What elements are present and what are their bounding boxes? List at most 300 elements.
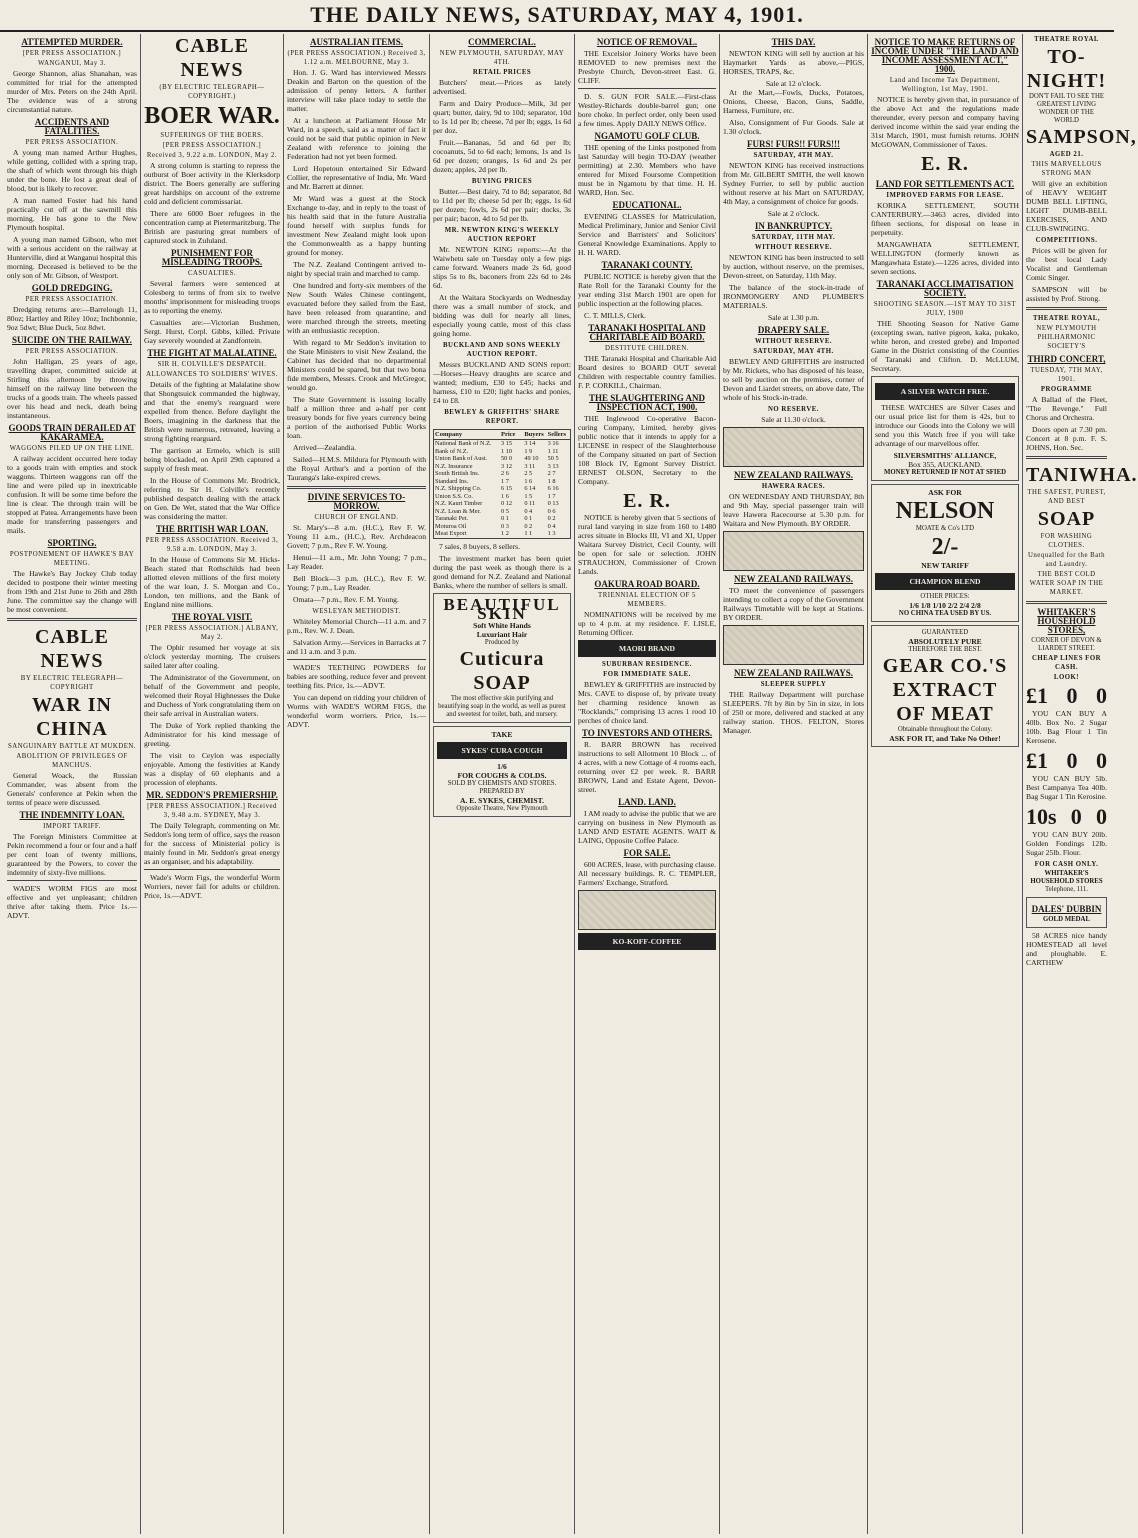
advert-line: CHEAP LINES FOR CASH. (1031, 655, 1102, 671)
price-row (1026, 804, 1107, 830)
table-cell: 1 11 (547, 447, 559, 455)
locomotive-illustration (723, 427, 864, 467)
advert-line: Soft White Hands (473, 620, 531, 630)
table-row (434, 508, 570, 516)
table-row (434, 470, 570, 478)
table-cell: 6 15 (501, 485, 513, 492)
table-row (434, 530, 570, 538)
railway-notice: THE Railway Department will purchase SLEEPERS. 7ft by 8in by 5in in size, in lots of 250 or more, delivered and stacked at any railway station. THOS. FELTON, Stores Manager. (723, 690, 864, 735)
table-header-cell: Price (501, 431, 516, 438)
market-paragraph: Messrs BUCKLAND AND SONS report:—Horses—Heavy draughts are scarce and wanted; medium, £30 to £45; hacks and harness, £10 to £20; light hacks and ponies, £4 to £8. (433, 360, 571, 405)
divider (7, 618, 137, 621)
advert-line: CORNER OF DEVON & LIARDET STREET. (1031, 637, 1102, 652)
headline-drapery-sale: DRAPERY SALE. (757, 325, 830, 335)
article-paragraph: George Shannon, alias Shanahan, was committed for trial for the attempted murder of Mrs. Peters on the 24th April. The evidence was of a strong circumstantial nature. (7, 69, 137, 114)
table-cell: 0 1 (524, 515, 533, 522)
headline-this-day: THIS DAY. (771, 37, 816, 47)
advert-price: 1/6 (497, 761, 507, 771)
advert-line: Obtainable throughout the Colony. (897, 726, 993, 733)
column-3 (284, 34, 430, 1534)
theatre-heading: THEATRE ROYAL (1034, 36, 1099, 43)
auction-paragraph: At the Mart,—Fowls, Ducks, Potatoes, Onions, Cheese, Bacon, Guns, Saddle, Harness, Furniture, etc. (723, 88, 864, 115)
headline-nz-railways: NEW ZEALAND RAILWAYS. (734, 574, 853, 584)
table-cell: Bank of N.Z. (435, 447, 469, 455)
market-paragraph: 7 sales, 8 buyers, 8 sellers. (439, 541, 520, 551)
column-6 (720, 34, 868, 1534)
article-paragraph: Mr Ward was a guest at the Stock Exchange to-day, and in reply to the toast of his health said that in the future Australia found herself with surplus funds for investment New Zealand might look upon the Commonwealth as a happy hunting ground for money. (287, 194, 426, 257)
subheadline: MR. NEWTON KING'S WEEKLY AUCTION REPORT (444, 227, 560, 243)
notice-paragraph: NOTICE is hereby given that 5 sections of rural land varying in size from 160 to 1480 acres situate in Blocks III, VI and XI, Upper Waitara Survey District, Cecil County, will be open for sale or selection. JOHN STRAUCHON, Commissioner of Crown Lands. (578, 513, 716, 576)
advert-text: WADE'S TEETHING POWDERS for babies are soothing, reduce fever and prevent teething fits. Price, 1s.—ADVT. (287, 663, 426, 690)
headline-land: LAND. LAND. (618, 797, 676, 807)
headline-royal-visit: THE ROYAL VISIT. (171, 612, 253, 622)
article-paragraph: The Daily Telegraph, commenting on Mr. Seddon's long term of office, says the reason for the success of Ministerial policy is mainly found in Mr. Seddon's great energy as an organiser, and his adaptability. (144, 821, 280, 866)
advert-line: THE BEST COLD WATER SOAP IN THE MARKET. (1029, 571, 1104, 596)
subheadline: WITHOUT RESERVE. (754, 244, 833, 251)
locomotive-illustration (723, 531, 864, 571)
headline-accidents: ACCIDENTS AND FATALITIES. (34, 117, 110, 136)
auction-paragraph: BEWLEY AND GRIFFITHS are instructed by Mr. Rickets, who has disposed of his lease, to sell by auction on the premises, corner of Devon and Liardet streets, on above date, The whole of his Stock-in-trade. (723, 357, 864, 402)
subheadline: SUBURBAN RESIDENCE. (602, 661, 692, 668)
market-paragraph: At the Waitara Stockyards on Wednesday there was a small number of stock, and bidding was dull for nearly all lines, especially young cattle, most of this class going home. (433, 293, 571, 338)
concert-title: THIRD CONCERT, (1027, 354, 1106, 364)
headline-indemnity-loan: THE INDEMNITY LOAN. (19, 810, 125, 820)
table-row (434, 515, 570, 523)
table-cell: National Bank of N.Z. (435, 440, 492, 447)
page-columns (4, 34, 1138, 1534)
sampson-title: SAMPSON, (1026, 126, 1137, 148)
article-paragraph: Casualties are:—Victorian Bushmen, Sergt. Hurst, Corpl. Gibbs, killed. Private Gay severely wounded at Zandfontein. (144, 318, 280, 345)
article-paragraph: A young man named Arthur Hughes, while getting, collided with a spring trap, the shaft of which went through his thigh under the bone. He lost a great deal of blood, but is likely to recover. (7, 148, 137, 193)
nelson-tea-advert (871, 484, 1019, 622)
subheadline: SATURDAY, 4TH MAY. (753, 152, 834, 159)
table-cell: 50 0 (501, 455, 513, 462)
advert-line: NEW PLYMOUTH PHILHARMONIC SOCIETY'S (1036, 325, 1097, 350)
price-shillings: 0 (1066, 683, 1078, 708)
gear-extract-advert (871, 625, 1019, 747)
table-cell: 1 10 (501, 447, 513, 455)
article-paragraph: The garrison at Ermelo, which is still being blockaded, on April 29th captured a supply of fresh meat. (144, 446, 280, 473)
advert-text: Prices will be given for the best local Lady Vocalist and Gentleman Comic Singer. (1026, 246, 1107, 282)
divider (1026, 307, 1107, 310)
service-listing: Bell Block—3 p.m. (H.C.), Rev F. W. Young; 7 p.m., Lay Reader. (287, 574, 426, 592)
auction-paragraph: NEWTON KING will sell by auction at his Haymarket Yards as above,—PIGS, HORSES, TRAPS, &c. (723, 49, 864, 76)
advert-text: SAMPSON will be assisted by Prof. Strong. (1026, 285, 1107, 303)
auction-paragraph: NEWTON KING has been instructed to sell by auction, without reserve, on the premises, Devon-street, on Saturday, 11th May. (723, 253, 864, 280)
table-cell: 6 14 (524, 485, 536, 492)
article-paragraph: Details of the fighting at Malalatine show that Shongtsuick commanded the highway, and that the enemy's rearguard were expelled from thence. Before daylight the Boers, imagining in the darkness that the British were numerous, retreated, leaving a strong fighting rearguard. (144, 380, 280, 443)
article-paragraph: General Woack, the Russian Commander, was absent from the Generals' conference at Pekin when the terms of peace were discussed. (7, 771, 137, 807)
notice-paragraph: THE opening of the Links postponed from last Saturday will begin TO-DAY (weather permitting) at 2.30. Members who have entered for Mixed Foursome Competition must be in Ngamotu by that time. H. H. WARD, Hon. Sec. (578, 143, 716, 197)
divider (7, 880, 137, 881)
headline-slaughtering-act: THE SLAUGHTERING AND INSPECTION ACT, 1900. (588, 393, 706, 412)
advert-brand: NELSON (895, 498, 995, 524)
table-cell: 3 11 (524, 462, 536, 470)
headline-acclimatisation: TARANAKI ACCLIMATISATION SOCIETY. (876, 279, 1014, 298)
article-paragraph: John Halligan, 25 years of age, travelling draper, committed suicide at Stirling this afternoon by throwing himself on the railway line between the trucks of a goods train. The wheels passed over his head and neck, death being instantaneous. (7, 357, 137, 420)
service-listing: Omata—7 p.m., Rev. F. M. Young. (293, 595, 399, 604)
subheadline: SANGUINARY BATTLE AT MUKDEN. (7, 743, 137, 750)
subheadline: SIR H. COLVILLE'S DESPATCH. (157, 361, 267, 368)
sale-time: Sale at 2 o'clock. (767, 209, 820, 218)
market-paragraph: Butchers' meat.—Prices as lately advertised. (433, 78, 571, 96)
railway-notice: ON WEDNESDAY AND THURSDAY, 8th and 9th May, special passenger train will leave Hawera Racecourse at 5.30 p.m. for Waitara and New Plymouth. BY ORDER. (723, 492, 864, 528)
table-cell: N.Z. Loan & Mer. (435, 507, 481, 515)
headline-oakura-road-board: OAKURA ROAD BOARD. (594, 579, 700, 589)
notice-paragraph: THE Shooting Season for Native Game (excepting swan, native pigeon, kaka, pukako, white heron, and crested grebe) and Imported Game in the District consisting of the Counties of Taranaki and Clifton. D. McLLUM, Secretary. (871, 319, 1019, 373)
advert-text: You can depend on ridding your children of Worms with WADE'S WORM FIGS, the wonderful worm worriers. Price, 1s.—ADVT. (287, 693, 426, 729)
headline-punishment: PUNISHMENT FOR MISLEADING TROOPS. (161, 248, 263, 267)
notice-paragraph: BEWLEY & GRIFFITHS are instructed by Mrs. CAVE to dispose of, by private treaty her charming residence known as "Rocklands," comprising 13 acres 1 rood 10 perches of choice land. (578, 680, 716, 725)
table-row (434, 523, 570, 531)
advert-line: GOLD MEDAL (1042, 916, 1090, 923)
table-cell: 0 6 (547, 507, 556, 515)
notice-paragraph: MANGAWHATA SETTLEMENT, WELLINGTON (formerly known as Mangawhata Estate).—1226 acres, divided into seven sections. (871, 240, 1019, 276)
crown-crest-er: E. R. (623, 490, 671, 512)
advert-text: WADE'S WORM FIGS are most effective and yet unpleasant; children thrive after taking them. Price 1s.—ADVT. (7, 884, 137, 920)
notice-paragraph: EVENING CLASSES for Matriculation, Medical Preliminary, Junior and Senior Civil Service and Barristers' and Solicitors' General Knowledge Examinations. Apply to H. H. WARD. (578, 212, 716, 257)
table-cell: 50 5 (547, 455, 559, 462)
section-title-boer-war: BOER WAR. (144, 103, 280, 129)
advert-line: Box 355, AUCKLAND. (908, 460, 982, 469)
advert-line: Unequalled for the Bath and Laundry. (1028, 552, 1105, 568)
table-cell: 3 14 (524, 440, 536, 447)
headline-malalatine: THE FIGHT AT MALALATINE. (147, 348, 277, 358)
price-row (1026, 683, 1107, 709)
table-cell: 0 11 (524, 500, 536, 507)
advert-brand: DALES' DUBBIN (1031, 904, 1102, 914)
service-listing: St. Mary's—8 a.m. (H.C.), Rev F. W. Young 11 a.m., (H.C.), Rev. Archdeacon Govett; 7 p.m., Rev F. W. Young. (287, 523, 426, 550)
table-cell: 6 16 (547, 485, 559, 492)
subheadline: CASUALTIES. (187, 270, 237, 277)
divider (578, 88, 716, 89)
railway-notice: TO meet the convenience of passengers intending to collect a copy of the Government Railways Timetable will be kept at Stations. BY ORDER. (723, 586, 864, 622)
subheadline: CHURCH OF ENGLAND. (314, 514, 399, 521)
table-cell: Taranaki Pet. (435, 515, 469, 522)
subheadline: SATURDAY, 11TH MAY. (751, 234, 836, 241)
table-cell: 1 1 (524, 530, 533, 537)
table-header-cell: Sellers (547, 431, 567, 438)
headline-seddon: MR. SEDDON'S PREMIERSHIP. (146, 790, 278, 800)
headline-gold-dredging: GOLD DREDGING. (31, 283, 113, 293)
column-5 (575, 34, 720, 1534)
whitakers-title: WHITAKER'S HOUSEHOLD STORES, (1037, 607, 1096, 635)
subheadline: NO RESERVE. (768, 406, 819, 413)
table-cell: 3 12 (501, 462, 513, 470)
advert-line: FOR CASH ONLY. (1034, 861, 1099, 868)
headline-war-loan: THE BRITISH WAR LOAN. (155, 524, 269, 534)
headline-income-returns: NOTICE TO MAKE RETURNS OF INCOME UNDER "THE LAND AND INCOME ASSESSMENT ACT," 1900. (871, 37, 1019, 74)
price-pounds: £1 (1026, 683, 1048, 708)
table-cell: 49 10 (524, 455, 539, 462)
table-cell: 1 5 (524, 492, 533, 500)
advert-text: YOU CAN BUY 20lb. Golden Fondings 12lb. Sugar 25lb. Flour. (1026, 830, 1107, 857)
price-shillings: 0 (1070, 804, 1082, 829)
advert-brand: EXTRACT OF MEAT (892, 679, 998, 725)
table-header-cell: Company (435, 431, 463, 438)
share-report-table (433, 429, 571, 539)
table-cell: 1 7 (547, 492, 556, 500)
advert-text: THESE WATCHES are Silver Cases and our usual price list for them is 42s, but to introduce our Goods into the Colony we will send you this Watch free if you will take advantage of our marvellous offer. (875, 403, 1015, 448)
table-row (434, 478, 570, 486)
headline-suicide: SUICIDE ON THE RAILWAY. (12, 335, 132, 345)
subheadline: BUCKLAND AND SONS WEEKLY AUCTION REPORT. (443, 342, 561, 358)
advert-text: YOU CAN BUY A 40lb. Box No. 2 Sugar 10lb. Bag Flour 1 Tin Kerosene. (1026, 709, 1107, 745)
price-pence: 0 (1096, 748, 1107, 773)
article-paragraph: With regard to Mr Seddon's invitation to the State Ministers to visit New Zealand, the Cabinet has decided that no departmental Ministers could be spared, but that two bona fide members, Messrs. Crook and McGregor, would go. (287, 338, 426, 392)
advert-text: Wade's Worm Figs, the wonderful Worm Worriers, never fail for adults or children. Price, 1s.—ADVT. (144, 873, 280, 900)
column-8 (1023, 34, 1138, 1534)
advert-line: NO CHINA TEA USED BY US. (898, 610, 992, 617)
maori-brand-advert: MAORI BRAND (578, 640, 716, 657)
cuticura-advert (433, 593, 571, 723)
notice-paragraph: NOMINATIONS will be received by me up to 4 p.m. at my residence. F. LISLE, Returning Officer. (578, 610, 716, 637)
advert-line: TUESDAY, 7TH MAY, 1901. (1030, 367, 1103, 383)
advert-line: SOLD BY CHEMISTS AND STORES. (447, 779, 557, 787)
dateline: PER PRESS ASSOCIATION. (25, 139, 119, 146)
headline-taranaki-county: TARANAKI COUNTY. (601, 260, 693, 270)
advert-title: A SILVER WATCH FREE. (875, 383, 1015, 400)
article-paragraph: Sailed—H.M.S. Mildura for Plymouth with the Royal Arthur's and a portion of the Tauranga's lake-expired crews. (287, 455, 426, 482)
advert-line: Opposite Theatre, New Plymouth (456, 804, 548, 812)
headline-commercial: COMMERCIAL. (468, 37, 536, 47)
table-cell: Union Bank of Aust. (435, 455, 488, 462)
table-cell: 1 8 (547, 477, 556, 485)
advert-text: 58 ACRES nice handy HOMESTEAD all level and ploughable. E. CARTHEW (1026, 931, 1107, 967)
advert-line: MONEY RETURNED IF NOT AT SFIED (883, 469, 1007, 476)
notice-paragraph: THE Inglewood Co-operative Bacon-curing Company, Limited, hereby gives public notice that it intends to apply for a LICENSE in respect of the Slaughterhouse of the Company situated on part of Section 108 Block IV, Egmont Survey District. ERNEST OLSON, Secretary to the Company. (578, 414, 716, 486)
article-paragraph: The Administrator of the Government, on behalf of the Government and people, welcomed their Royal Highnesses the Duke and Duchess of York congratulating them on their safe arrival in Australian waters. (144, 673, 280, 718)
table-row (434, 485, 570, 493)
advert-line: FOR WASHING CLOTHES. (1040, 533, 1093, 549)
advert-line: THIS MARVELLOUS STRONG MAN (1031, 161, 1102, 177)
sale-time: Sale at 12 o'clock. (765, 79, 822, 88)
subheadline: ALLOWANCES TO SOLDIERS' WIVES. (146, 371, 278, 378)
article-paragraph: Several farmers were sentenced at Colesberg to terms of from six to twelve months' imprisonment for misleading troops as to reporting the enemy. (144, 279, 280, 315)
headline-educational: EDUCATIONAL. (612, 200, 682, 210)
headline-notice-removal: NOTICE OF REMOVAL. (596, 37, 698, 47)
masthead-title: THE DAILY NEWS, SATURDAY, MAY 4, 1901. (310, 2, 804, 27)
notice-paragraph: 600 ACRES, lease, with purchasing clause. All necessary buildings. R. C. TEMPLER, Farmers' Exchange, Stratford. (578, 860, 716, 887)
subheadline: BY ELECTRIC TELEGRAPH—COPYRIGHT (20, 675, 124, 691)
article-paragraph: The visit to Ceylon was especially enjoyable. Among the festivities at Kandy was a display of 60 elephants and a procession of elephants. (144, 751, 280, 787)
subheadline: POSTPONEMENT OF HAWKE'S BAY MEETING. (9, 551, 135, 567)
article-paragraph: The Hawke's Bay Jockey Club today decided to postpone their winter meeting from 19th and 21st June to 26th and 28th June. The committee say the change will be most convenient. (7, 569, 137, 614)
sale-time: Sale at 11.30 o'clock. (761, 415, 826, 424)
dateline: [PER PRESS ASSOCIATION.] (162, 142, 262, 149)
subheadline: FOR IMMEDIATE SALE. (603, 671, 691, 678)
table-cell: 1 6 (524, 477, 533, 485)
subheadline: SLEEPER SUPPLY (760, 681, 827, 688)
table-body (434, 440, 570, 538)
table-cell: Moturoa Oil (435, 522, 467, 530)
headline-bankruptcy: IN BANKRUPTCY. (754, 221, 833, 231)
subheadline: IMPROVED FARMS FOR LEASE. (886, 192, 1004, 199)
article-paragraph: A young man named Gibson, who met with a serious accident on the railway at Hunterville, died at Wanganui hospital this morning. Deceased is believed to be the only son of Mr. Gibson, of Westport. (7, 235, 138, 280)
notice-paragraph: D. S. GUN FOR SALE.—First-class Westley-Richards double-barrel gun; one bore choke. In perfect order, only been used a few times. Apply DAILY NEWS Office. (578, 92, 716, 128)
advert-brand: GEAR CO.'S (882, 655, 1008, 677)
price-shillings: 0 (1066, 748, 1078, 773)
market-paragraph: Farm and Dairy Produce—Milk, 3d per quart; butter, dairy, 9d to 10d; separator, 10d to 1s 1d per lb; cheese, 7d per lb; eggs, 1s 6d per doz. (433, 99, 571, 135)
crown-crest-er: E. R. (921, 153, 969, 175)
section-title-cable-news: CABLE NEWS (175, 35, 249, 81)
headline-goods-train: GOODS TRAIN DERAILED AT KAKARAMEA. (8, 423, 136, 442)
headline-investors: TO INVESTORS AND OTHERS. (581, 728, 713, 738)
headline-attempted-murder: ATTEMPTED MURDER. (21, 37, 123, 47)
advert-line: OTHER PRICES: (920, 593, 970, 600)
column-7 (868, 34, 1023, 1534)
market-paragraph: Mr. NEWTON KING reports:—At the Waiwhetu sale on Tuesday only a few pigs came forward. Weaners made 2s 6d, good slips 5s to 8s, baconers from 22s 6d to 24s 6d. (433, 245, 571, 290)
table-cell: 1 9 (524, 447, 533, 455)
dales-dubbin-advert (1026, 897, 1107, 928)
dateline: Received 3, 9.22 a.m. LONDON, May 2. (146, 152, 278, 159)
dateline: [PER PRESS ASSOCIATION.] (22, 50, 122, 57)
service-listing: Henui—11 a.m., Mr. John Young; 7 p.m., Lay Reader. (287, 553, 426, 571)
divider (287, 659, 426, 660)
article-paragraph: Dredging returns are:—Barrelough 11, 80oz; Hartley and Riley 10oz; Inchbonnie, 9oz 5dwt; Blue Duck, 5oz 8dwt. (7, 305, 137, 332)
section-title-war-in-china: WAR IN CHINA (32, 694, 112, 740)
table-header (434, 430, 570, 440)
dateline: [PER PRESS ASSOCIATION.] Received 3, 9.48 a.m. SYDNEY, May 3. (147, 803, 277, 819)
article-paragraph: One hundred and forty-six members of the New South Wales Chinese contingent, evacuated before they sailed from the East, have been released from quarantine, and were marched through the streets, meeting with an enthusiastic reception. (287, 281, 426, 335)
locomotive-illustration (723, 625, 864, 665)
silver-watch-advert (871, 376, 1019, 481)
subheadline: SHOOTING SEASON.—1ST MAY TO 31ST JULY, 1900 (873, 301, 1017, 317)
table-cell: 1 3 (547, 530, 556, 537)
table-row (434, 500, 570, 508)
notice-paragraph: THE Taranaki Hospital and Charitable Aid Board desires to BOARD OUT several Children with respectable country families. F. P. CORKILL, Chairman. (578, 354, 716, 390)
table-row (434, 440, 570, 448)
table-header-cell: Buyers (524, 431, 544, 438)
advert-line: PROGRAMME (1040, 386, 1093, 393)
article-paragraph: Hon. J. G. Ward has interviewed Messrs Deakin and Barton on the question of the admission of penny letters. A further interview will take place today to settle the matter. (287, 68, 426, 113)
subheadline: BEWLEY & GRIFFITHS' SHARE REPORT. (444, 409, 560, 425)
article-paragraph: In the House of Commons Sir M. Hicks-Beach stated that Rothschilds had been allotted eleven millions of the first moiety of the war loan, J. S. Morgan and Co., London, ten millions, and the Bank of England nine millions. (144, 555, 280, 609)
table-cell: 1 6 (501, 492, 509, 500)
divider (144, 869, 280, 870)
price-pounds: 10s (1026, 804, 1057, 829)
table-row (434, 455, 570, 463)
service-listing: Whiteley Memorial Church—11 a.m. and 7 p.m., Rev. W. J. Dean. (287, 617, 426, 635)
notice-paragraph: NOTICE is hereby given that, in pursuance of the above Act and the regulations made thereunder, every person and company having derived income within the said year ending the 31st March, 1901, must furnish returns. JOHN McGOWAN, Commissioner of Taxes. (871, 95, 1019, 149)
subheadline: (BY ELECTRIC TELEGRAPH—COPYRIGHT.) (159, 84, 265, 100)
market-paragraph: Butter.—Best dairy, 7d to 8d; separator, 8d to 11d per lb; cheese 5d per lb; eggs, 1s 6d per dozen; fowls, 2s 6d per pair; ducks, 3s per pair; bacon, 4d to 5d per lb. (433, 187, 571, 223)
table-cell: 3 16 (547, 440, 559, 447)
headline-australian-items: AUSTRALIAN ITEMS. (309, 37, 404, 47)
table-cell: 1 2 (501, 530, 509, 537)
advert-line: DON'T FAIL TO SEE THE GREATEST LIVING WONDER OF THE WORLD (1028, 93, 1105, 124)
article-paragraph: At a luncheon at Parliament House Mr Ward, in a speech, said as a matter of fact it could not be said that public opinion in New Zealand with reference to joining the Federation had not yet been formed. (287, 116, 426, 161)
table-cell: 0 13 (547, 500, 559, 507)
subheadline: WAGGONS PILED UP ON THE LINE. (9, 445, 135, 452)
headline-nz-railways: NEW ZEALAND RAILWAYS. (734, 470, 853, 480)
advert-line: FOR COUGHS & COLDS. (457, 770, 547, 780)
advert-brand: Cuticura SOAP (459, 647, 545, 694)
article-paragraph: A railway accident occurred here today to a goods train with empties and stock waggons. Thirteen waggons ran off the line and were piled up in inextricable confusion. It will be some time before the line is clear. The through train will be stopped at Patea. Arrangements have been made for transferring passengers and mails. (7, 454, 137, 535)
advert-line: NEW TARIFF (921, 561, 969, 570)
advert-line: COMPETITIONS. (1035, 237, 1098, 244)
table-cell: 0 3 (501, 522, 509, 530)
subheadline: IMPORT TARIFF. (43, 823, 101, 830)
advert-line: LOOK! (1053, 674, 1080, 681)
dateline: (PER PRESS ASSOCIATION.) Received 3, 1.12 a.m. MELBOURNE, May 3. (287, 50, 426, 66)
advert-line: CHAMPION BLEND (875, 573, 1015, 590)
taniwha-title: TANIWHA. (1026, 464, 1138, 486)
advert-text: A Ballad of the Fleet, "The Revenge." Full Chorus and Orchestra. (1026, 395, 1107, 422)
dateline: Land and Income Tax Department, Wellington, 1st May, 1901. (889, 77, 1001, 93)
article-paragraph: Lord Hopetoun entertained Sir Edward Collier, the representative of India, Mr. Ward and Mr. Barrett at dinner. (287, 164, 426, 191)
column-1 (4, 34, 141, 1534)
advert-line: PREPARED BY (479, 787, 525, 795)
table-cell: 0 1 (501, 515, 509, 522)
advert-line: 1/6 1/8 1/10 2/2 2/4 2/8 (909, 601, 981, 610)
advert-line: ASK FOR IT, and Take No Other! (889, 734, 1001, 743)
headline-sporting: SPORTING. (47, 538, 97, 548)
notice-paragraph: R. BARR BROWN has received instructions to sell Allotment 10 Block ... of 4 acres, with a new Cottage of 4 rooms each, returning over £2 per week. R. BARR BROWN, Land and Estate Agent, Devon-street. (578, 740, 716, 794)
advert-line: ASK FOR (928, 488, 962, 497)
article-paragraph: The Duke of York replied thanking the Administrator for his kind message of greeting. (144, 721, 280, 748)
headline-for-sale: FOR SALE. (623, 848, 671, 858)
notice-paragraph: KORIKA SETTLEMENT, SOUTH CANTERBURY.—3463 acres, divided into fifteen sections, for disposal on lease in perpetuity. (871, 201, 1019, 237)
advert-line: GUARANTEED (921, 629, 969, 636)
column-4 (430, 34, 575, 1534)
to-night-title: TO-NIGHT! (1026, 46, 1107, 92)
table-cell: Meat Export (435, 530, 467, 537)
headline-furs: FURS! FURS!! FURS!!! (747, 139, 840, 149)
advert-line: MOATE & Co's LTD (915, 525, 975, 532)
divider (287, 486, 426, 489)
subheadline: ABOLITION OF PRIVILEGES OF MANCHUS. (16, 753, 128, 769)
notice-paragraph: THE Excelsior Joinery Works have been REMOVED to new premises next the Presbyte Church, Devon-street East. G. CLIFF. (578, 49, 716, 85)
dateline: [PER PRESS ASSOCIATION.] ALBANY, May 2. (145, 625, 279, 641)
auction-paragraph: Also, Consignment of Fur Goods. Sale at 1.30 o'clock. (723, 118, 864, 136)
advert-line: The most effective skin purifying and beautifying soap in the world, as well as purest and sweetest for toilet, bath, and nursery. (438, 694, 566, 718)
price-row (1026, 748, 1107, 774)
advert-text: YOU CAN BUY 5lb. Best Campanya Tea 40lb. Bag Sugar 1 Tin Kerosine. (1026, 774, 1107, 801)
soap-title: SOAP (1037, 508, 1096, 530)
subheadline: WESLEYAN METHODIST. (312, 608, 401, 615)
headline-divine-services: DIVINE SERVICES TO-MORROW. (307, 492, 406, 511)
dateline: PER PRESS ASSOCIATION. (25, 296, 119, 303)
cura-cough-advert (433, 726, 571, 817)
table-cell: 0 2 (524, 522, 533, 530)
article-paragraph: The State Government is issuing locally half a million three and a-half per cent treasury bonds for five years currency being a portion of the authorised Public Works loan. (287, 395, 426, 440)
article-paragraph: The Foreign Ministers Committee at Pekin recommend a four or four and a half per cent loan of twenty millions, guaranteed by the Powers, to cover the indemnity of sixty-five millions. (7, 832, 137, 877)
dateline: PER PRESS ASSOCIATION. (25, 348, 119, 355)
subheadline: WITHOUT RESERVE. (754, 338, 833, 345)
service-listing: Salvation Army.—Services in Barracks at 7 and 11 a.m. and 3 p.m. (287, 638, 426, 656)
article-paragraph: In the House of Commons Mr. Brodrick, referring to Sir H. Colville's recently published despatch dealing with the attack on Gen. De Wet, stated that the War Office was considering the matter. (144, 476, 280, 521)
table-cell: N.Z. Kauri Timber (435, 500, 483, 507)
advert-line: ABSOLUTELY PURE (908, 637, 982, 646)
article-paragraph: Arrived—Zealandia. (293, 443, 357, 452)
market-paragraph: Fruit.—Bananas, 5d and 6d per lb; cocoanuts, 5d to 6d each; lemons, 1s and 1s 6d per dozen; oranges, 1s 6d and 2s per dozen; apples, 2d per lb. (433, 138, 571, 174)
subheadline: DESTITUTE CHILDREN. (605, 345, 689, 352)
table-cell: 2 7 (547, 470, 556, 477)
table-cell: 2 6 (501, 470, 509, 477)
market-paragraph: The investment market has been quiet during the past week as though there is a good demand for N.Z. Zealand and National Banks, where the number of sellers is small. (433, 553, 571, 590)
subheadline: RETAIL PRICES (472, 69, 532, 76)
price-pence: 0 (1096, 804, 1107, 829)
advert-line: WHITAKER'S HOUSEHOLD STORES (1030, 870, 1103, 885)
column-2 (141, 34, 284, 1534)
table-row (434, 448, 570, 456)
advert-line: A. E. SYKES, CHEMIST. (459, 795, 545, 805)
subheadline: SUFFERINGS OF THE BOERS. (160, 132, 264, 139)
section-title-cable-news: CABLE NEWS (35, 626, 109, 672)
table-row (434, 493, 570, 501)
subheadline: SATURDAY, MAY 4TH. (753, 348, 834, 355)
